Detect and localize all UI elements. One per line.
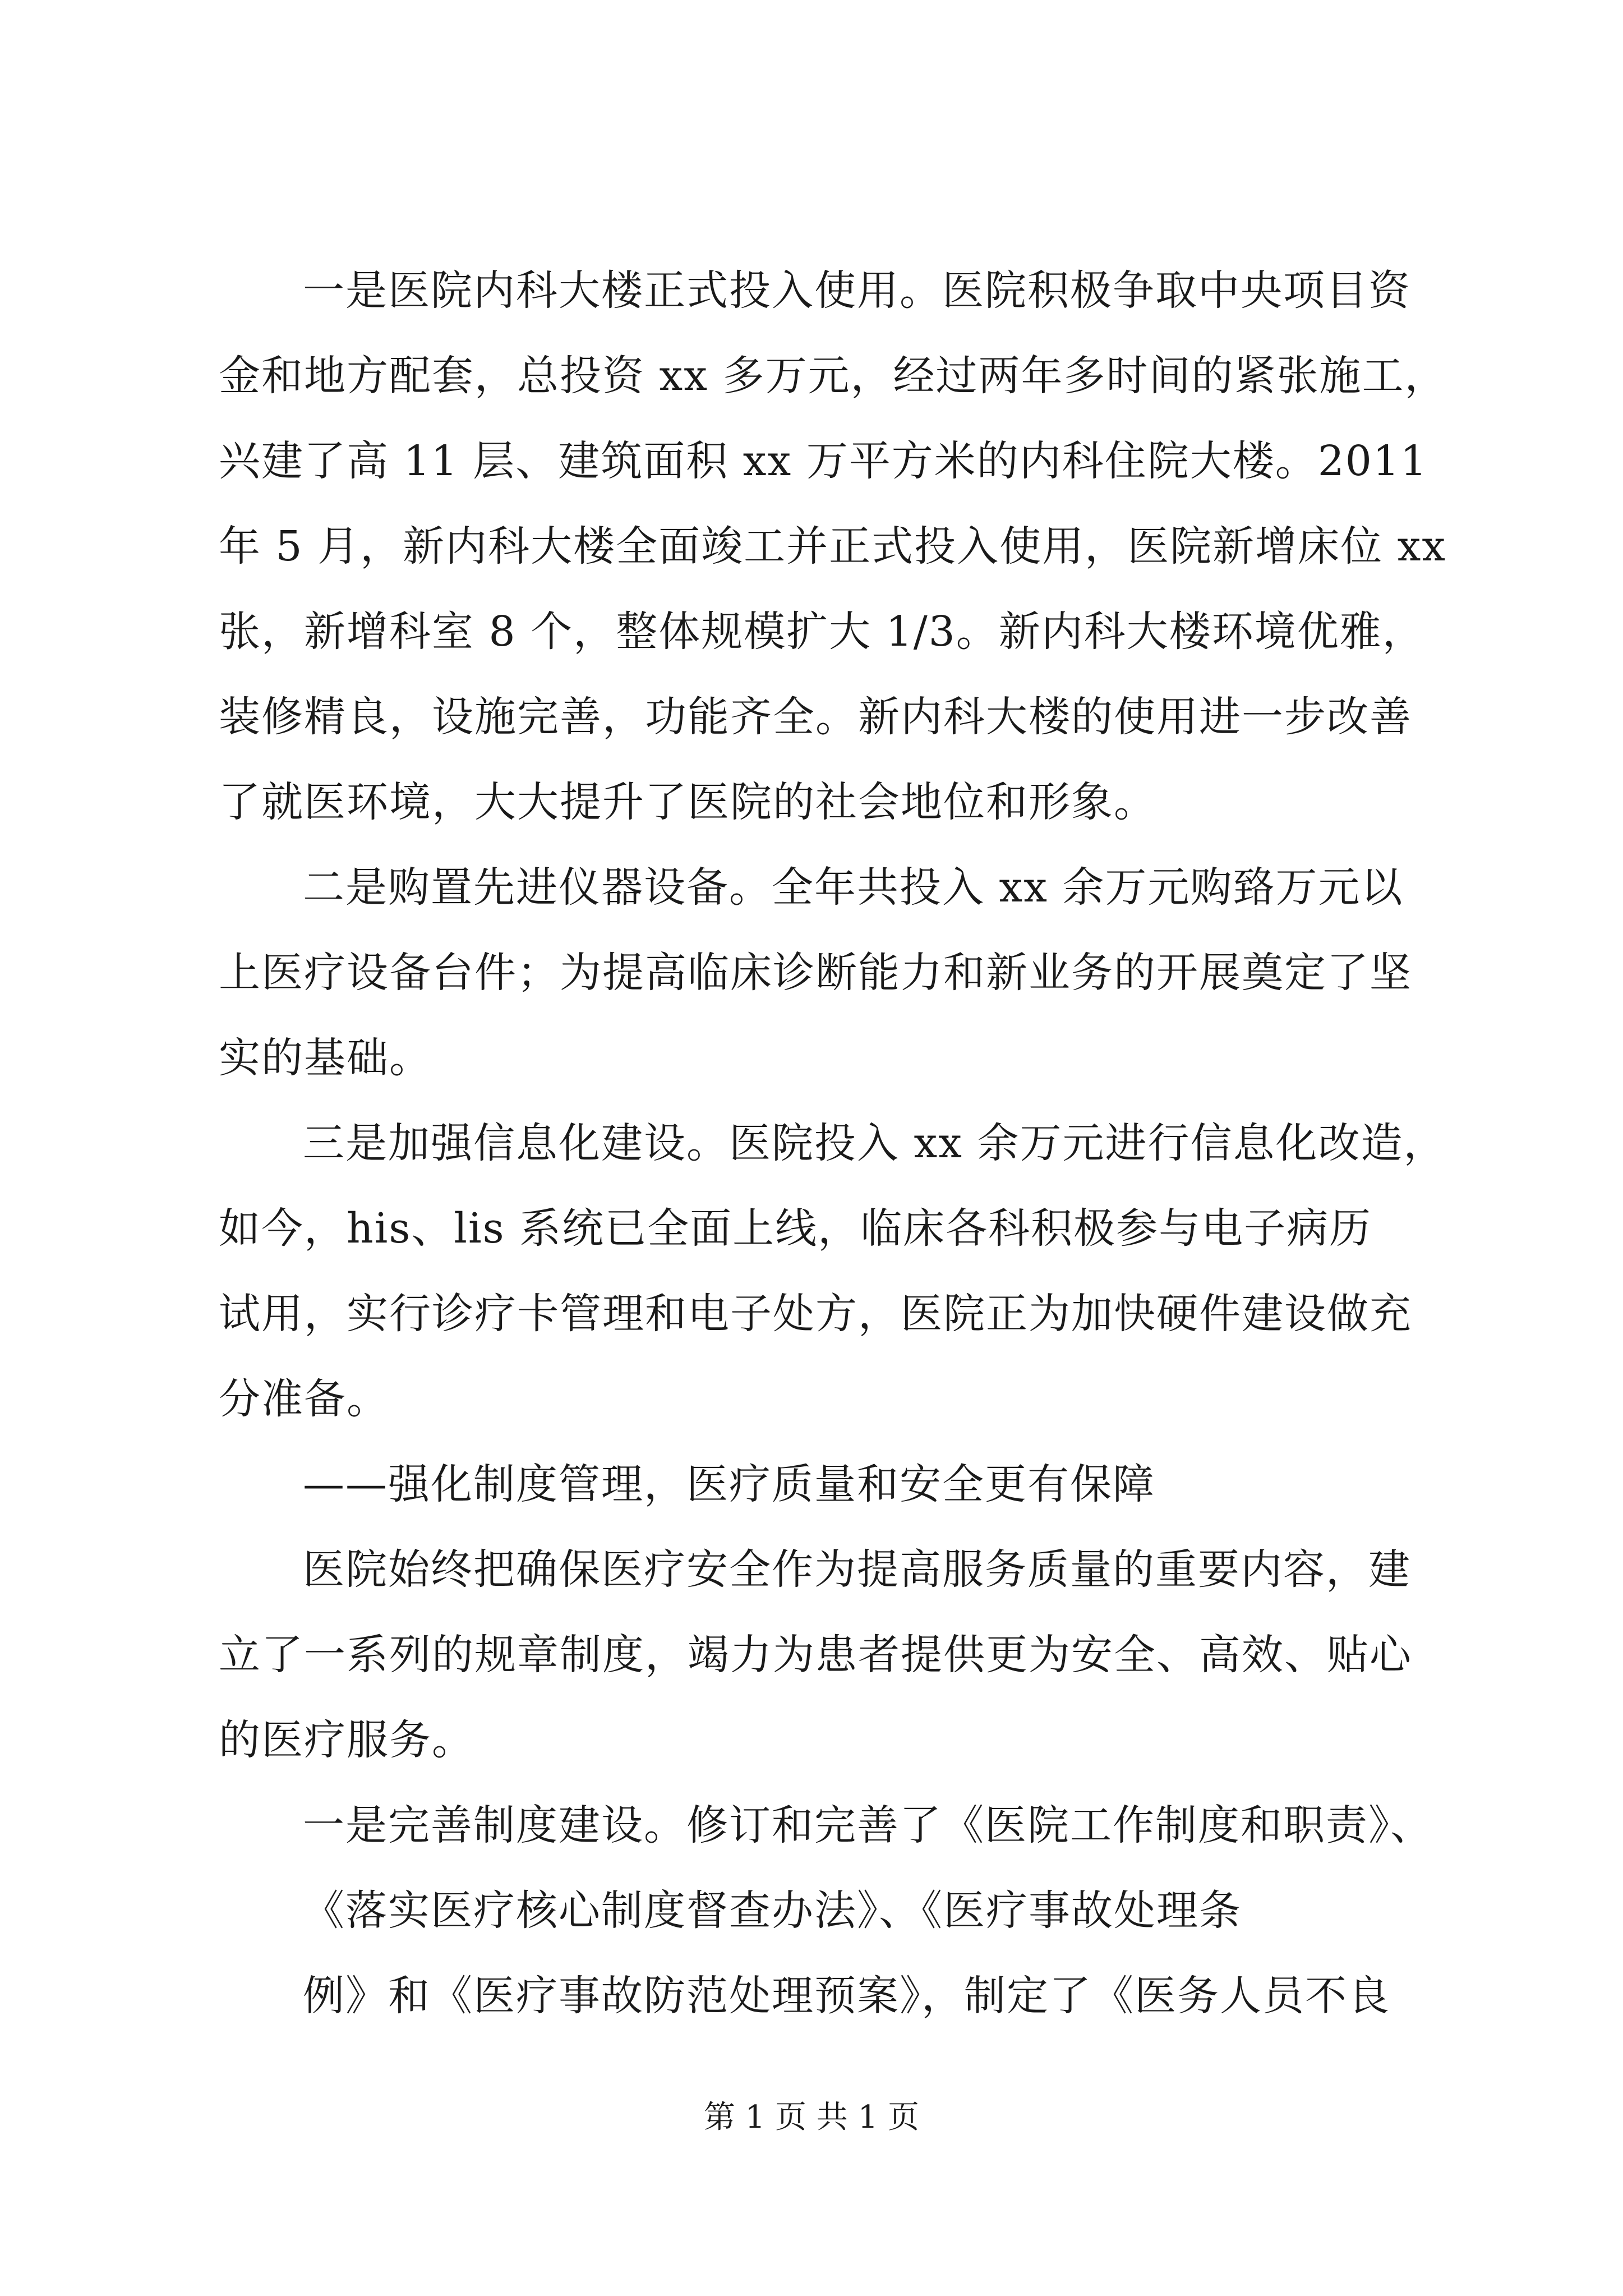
- text-line: 二是购置先进仪器设备。全年共投入 xx 余万元购臵万元以: [303, 863, 1404, 912]
- text-line: 三是加强信息化建设。医院投入 xx 余万元进行信息化改造，: [303, 1119, 1446, 1167]
- text-line: 一是完善制度建设。修订和完善了《医院工作制度和职责》、: [303, 1801, 1433, 1849]
- text-line: 立了一系列的规章制度，竭力为患者提供更为安全、高效、贴心: [219, 1631, 1412, 1679]
- text-line: 装修精良，设施完善，功能齐全。新内科大楼的使用进一步改善: [219, 693, 1412, 741]
- text-line: 分准备。: [219, 1375, 389, 1423]
- text-line: 试用，实行诊疗卡管理和电子处方，医院正为加快硬件建设做充: [219, 1290, 1412, 1338]
- text-line: 张，新增科室 8 个，整体规模扩大 1/3。新内科大楼环境优雅，: [219, 608, 1425, 656]
- text-line: 如今，his、lis 系统已全面上线，临床各科积极参与电子病历: [219, 1204, 1372, 1253]
- text-line: 医院始终把确保医疗安全作为提高服务质量的重要内容，建: [303, 1545, 1411, 1594]
- text-line: 的医疗服务。: [219, 1716, 474, 1764]
- section-heading: ——强化制度管理，医疗质量和安全更有保障: [303, 1460, 1155, 1508]
- text-line: 例》和《医疗事故防范处理预案》，制定了《医务人员不良: [303, 1972, 1390, 2020]
- text-line: 一是医院内科大楼正式投入使用。医院积极争取中央项目资: [303, 266, 1411, 315]
- text-line: 实的基础。: [219, 1034, 432, 1082]
- text-line: 《落实医疗核心制度督查办法》、《医疗事故处理条: [303, 1887, 1242, 1935]
- text-line: 年 5 月，新内科大楼全面竣工并正式投入使用，医院新增床位 xx: [219, 522, 1447, 570]
- page-footer: 第 1 页 共 1 页: [703, 2099, 920, 2136]
- text-line: 金和地方配套，总投资 xx 多万元，经过两年多时间的紧张施工，: [219, 352, 1447, 400]
- text-line: 了就医环境，大大提升了医院的社会地位和形象。: [219, 778, 1156, 826]
- text-line: 兴建了高 11 层、建筑面积 xx 万平方米的内科住院大楼。2011: [219, 437, 1428, 485]
- text-line: 上医疗设备台件；为提高临床诊断能力和新业务的开展奠定了坚: [219, 949, 1412, 997]
